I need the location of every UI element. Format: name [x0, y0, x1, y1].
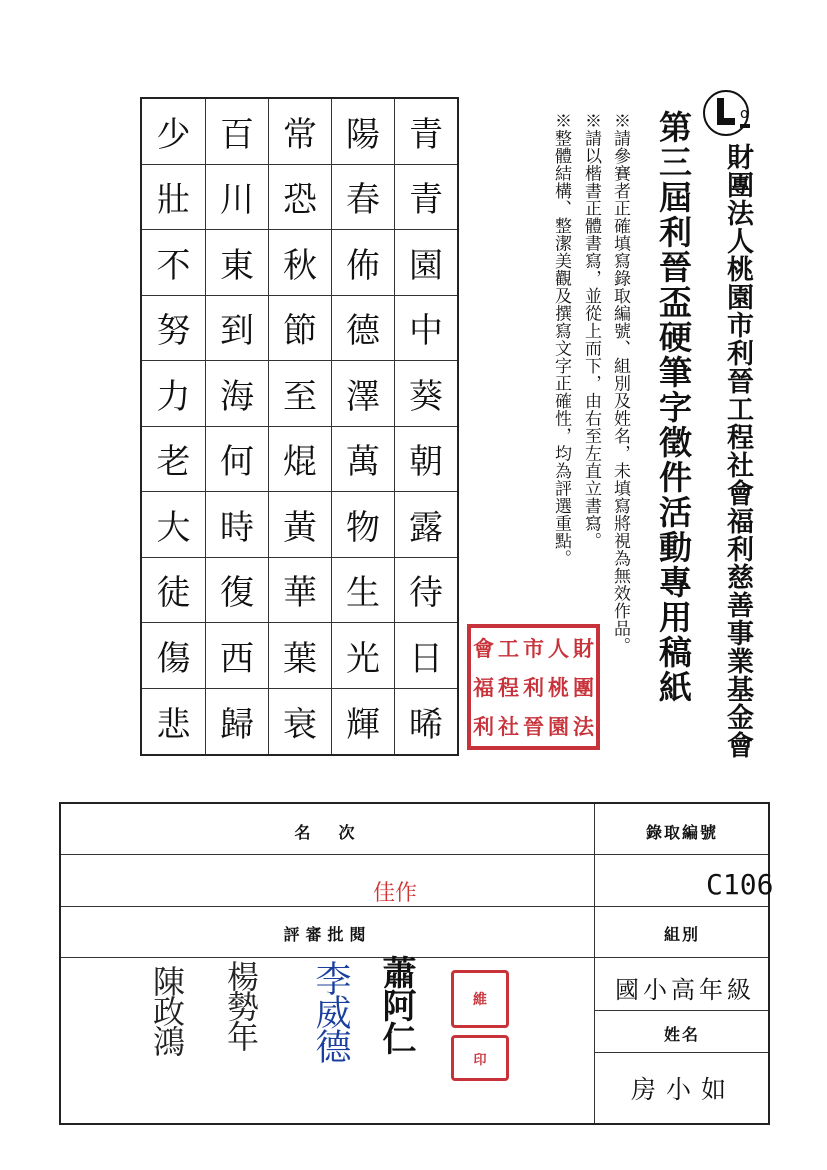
grid-cell: 青	[394, 165, 457, 231]
grid-cell: 努	[142, 296, 205, 362]
svg-text:o: o	[740, 106, 749, 122]
grid-cell: 東	[205, 230, 268, 296]
grid-cell: 園	[394, 230, 457, 296]
grid-cell: 春	[331, 165, 394, 231]
grid-cell: 光	[331, 623, 394, 689]
judge-signature: 陳政鴻	[148, 965, 186, 1055]
grid-cell: 徒	[142, 558, 205, 624]
grid-cell: 晞	[394, 689, 457, 755]
seal-char: 法	[573, 714, 594, 740]
grid-cell: 少	[142, 99, 205, 165]
grid-cell: 衰	[268, 689, 331, 755]
grid-cell: 悲	[156, 704, 191, 745]
grid-cell: 澤	[331, 361, 394, 427]
event-title: 第三屆利晉盃硬筆字徵件活動專用稿紙	[654, 110, 693, 705]
l-logo-icon	[702, 88, 764, 138]
seal-char: 利	[523, 674, 544, 700]
foundation-seal	[467, 624, 600, 750]
grid-cell: 日	[394, 623, 457, 689]
seal-char: 程	[498, 674, 519, 700]
grid-cell: 傷	[142, 623, 205, 689]
grid-cell: 何	[205, 427, 268, 493]
name-label: 姓名	[663, 1025, 700, 1044]
admission-label: 錄取編號	[645, 823, 718, 842]
grid-cell: 西	[205, 623, 268, 689]
group-label: 組別	[663, 925, 700, 944]
red-stamp: 維	[451, 970, 509, 1028]
seal-char: 桃	[548, 674, 569, 700]
note-3: ※整體結構、整潔美觀及撰寫文字正確性，均為評選重點。	[551, 112, 571, 567]
grid-cell: 佈	[331, 230, 394, 296]
grid-cell: 百	[205, 99, 268, 165]
grid-cell: 海	[205, 361, 268, 427]
seal-char: 利	[473, 714, 494, 740]
grid-cell: 焜	[268, 427, 331, 493]
grid-cell: 露	[394, 492, 457, 558]
seal-char: 人	[548, 635, 569, 661]
grid-cell: 華	[268, 558, 331, 624]
grid-cell: 中	[394, 296, 457, 362]
judge-signature: 李威德	[310, 960, 351, 1062]
grid-cell: 力	[142, 361, 205, 427]
grid-cell: 朝	[394, 427, 457, 493]
seal-char: 市	[523, 635, 544, 661]
grid-cell: 不	[142, 230, 205, 296]
grid-cell: 待	[394, 558, 457, 624]
red-stamp: 印	[451, 1035, 509, 1081]
calligraphy-grid	[140, 97, 459, 756]
group-value: 國小高年級	[615, 976, 755, 1004]
grid-cell: 萬	[331, 427, 394, 493]
grid-cell: 川	[205, 165, 268, 231]
grid-cell: 歸	[205, 689, 268, 755]
student-name: 房小如	[631, 1075, 737, 1104]
seal-char: 工	[498, 635, 519, 661]
grid-cell: 恐	[268, 165, 331, 231]
seal-char: 福	[473, 674, 494, 700]
seal-char: 財	[573, 635, 594, 661]
grid-cell: 節	[268, 296, 331, 362]
grid-cell: 復	[205, 558, 268, 624]
grid-cell: 大	[142, 492, 205, 558]
org-title: 財團法人桃園市利晉工程社會福利慈善事業基金會	[722, 143, 753, 759]
grid-cell: 物	[331, 492, 394, 558]
grid-cell: 輝	[331, 689, 394, 755]
grid-cell: 至	[268, 361, 331, 427]
grid-cell: 陽	[331, 99, 394, 165]
grid-cell: 壯	[142, 165, 205, 231]
grid-cell: 黃	[268, 492, 331, 558]
grid-cell: 葉	[268, 623, 331, 689]
judge-signature: 楊勢年	[222, 960, 260, 1050]
grid-cell: 時	[205, 492, 268, 558]
admission-number: C106	[706, 868, 774, 901]
seal-char: 晉	[523, 714, 544, 740]
seal-char: 社	[498, 714, 519, 740]
note-1: ※請參賽者正確填寫錄取編號、組別及姓名，未填寫將視為無效作品。	[610, 112, 630, 655]
grid-cell: 德	[331, 296, 394, 362]
seal-char: 園	[548, 714, 569, 740]
grid-cell: 葵	[394, 361, 457, 427]
grid-cell: 常	[268, 99, 331, 165]
grid-cell: 老	[142, 427, 205, 493]
grid-cell: 秋	[268, 230, 331, 296]
rank-value: 佳作	[373, 881, 418, 906]
seal-char: 會	[473, 635, 494, 661]
grid-cell: 青	[394, 99, 457, 165]
seal-char: 團	[573, 674, 594, 700]
judge-signature: 蕭阿仁	[376, 955, 416, 1054]
review-label: 評審批閱	[283, 925, 372, 944]
grid-cell: 到	[205, 296, 268, 362]
grid-cell: 生	[331, 558, 394, 624]
rank-label: 名 次	[294, 823, 361, 842]
note-2: ※請以楷書正體書寫，並從上而下，由右至左直立書寫。	[581, 112, 601, 550]
